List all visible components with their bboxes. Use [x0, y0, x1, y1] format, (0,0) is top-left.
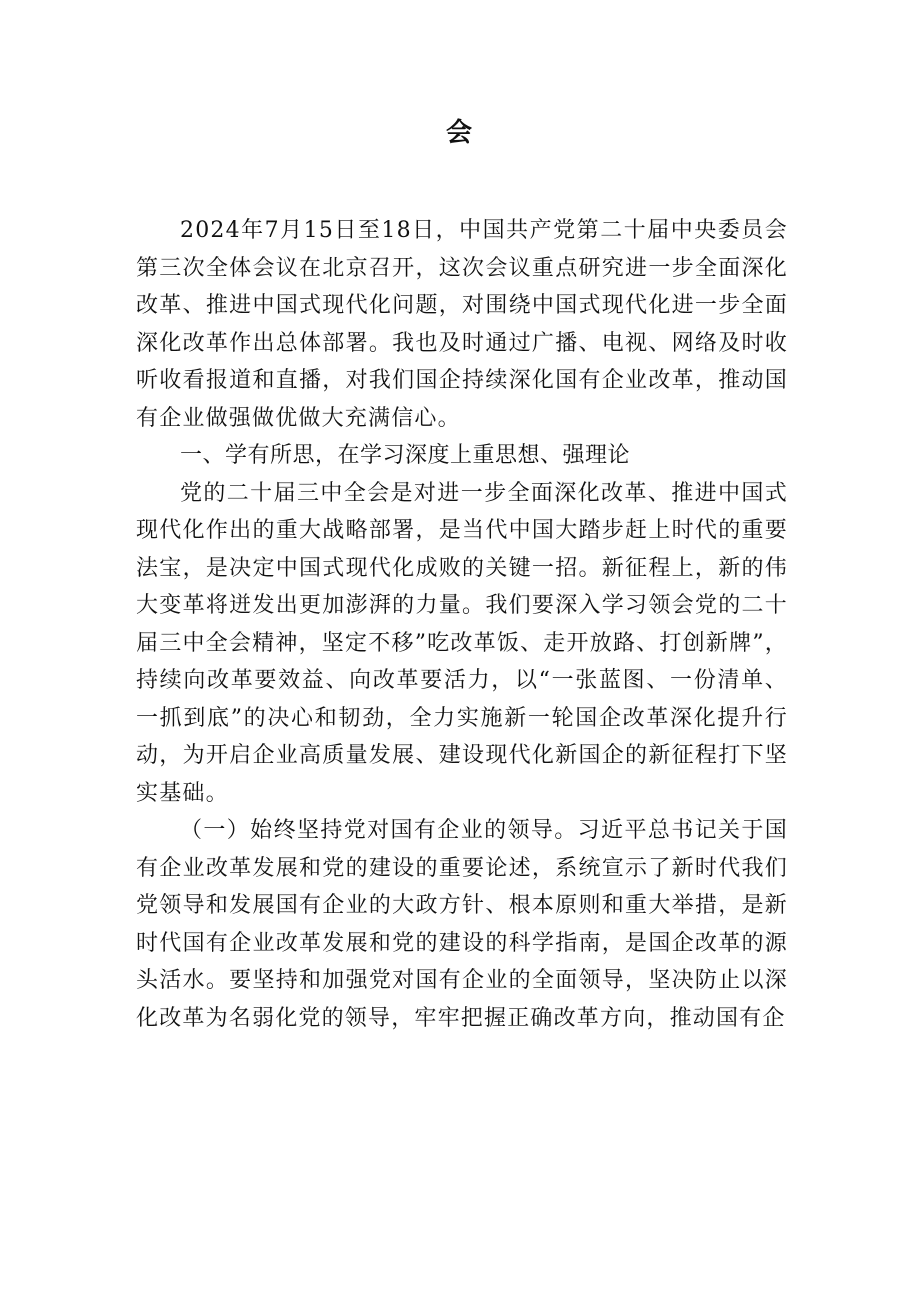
- document-body: [136, 212, 788, 1037]
- section-paragraph-2: （一）始终坚持党对国有企业的领导。习近平总书记关于国有企业改革发展和党的建设的重要论述，系统宣示了新时代我们党领导和发展国有企业的大政方针、根本原则和重大举措，是新时代国有企业改革发展和党的建设的科学指南，是国企改革的源头活水。要坚持和加强党对国有企业的全面领导，坚决防止以深化改革为名弱化党的领导，牢牢把握正确改革方向，推动国有企: [136, 818, 788, 1031]
- intro-paragraph: 2024年7月15日至18日，中国共产党第二十届中央委员会第三次全体会议在北京召开，这次会议重点研究进一步全面深化改革、推进中国式现代化问题，对围绕中国式现代化进一步全面深化改革作出总体部署。我也及时通过广播、电视、网络及时收听收看报道和直播，对我们国企持续深化国有企业改革，推动国有企业做强做优做大充满信心。: [136, 218, 788, 431]
- document-title: 会: [445, 118, 474, 148]
- section-paragraph-1: 党的二十届三中全会是对进一步全面深化改革、推进中国式现代化作出的重大战略部署，是当代中国大踏步赶上时代的重要法宝，是决定中国式现代化成败的关键一招。新征程上，新的伟大变革将迸发出更加澎湃的力量。我们要深入学习领会党的二十届三中全会精神，坚定不移”吃改革饭、走开放路、打创新牌”，持续向改革要效益、向改革要活力，以“一张蓝图、一份清单、一抓到底”的决心和韧劲，全力实施新一轮国企改革深化提升行动，为开启企业高质量发展、建设现代化新国企的新征程打下坚实基础。: [136, 480, 788, 806]
- section-heading: 一、学有所思，在学习深度上重思想、强理论: [180, 443, 631, 468]
